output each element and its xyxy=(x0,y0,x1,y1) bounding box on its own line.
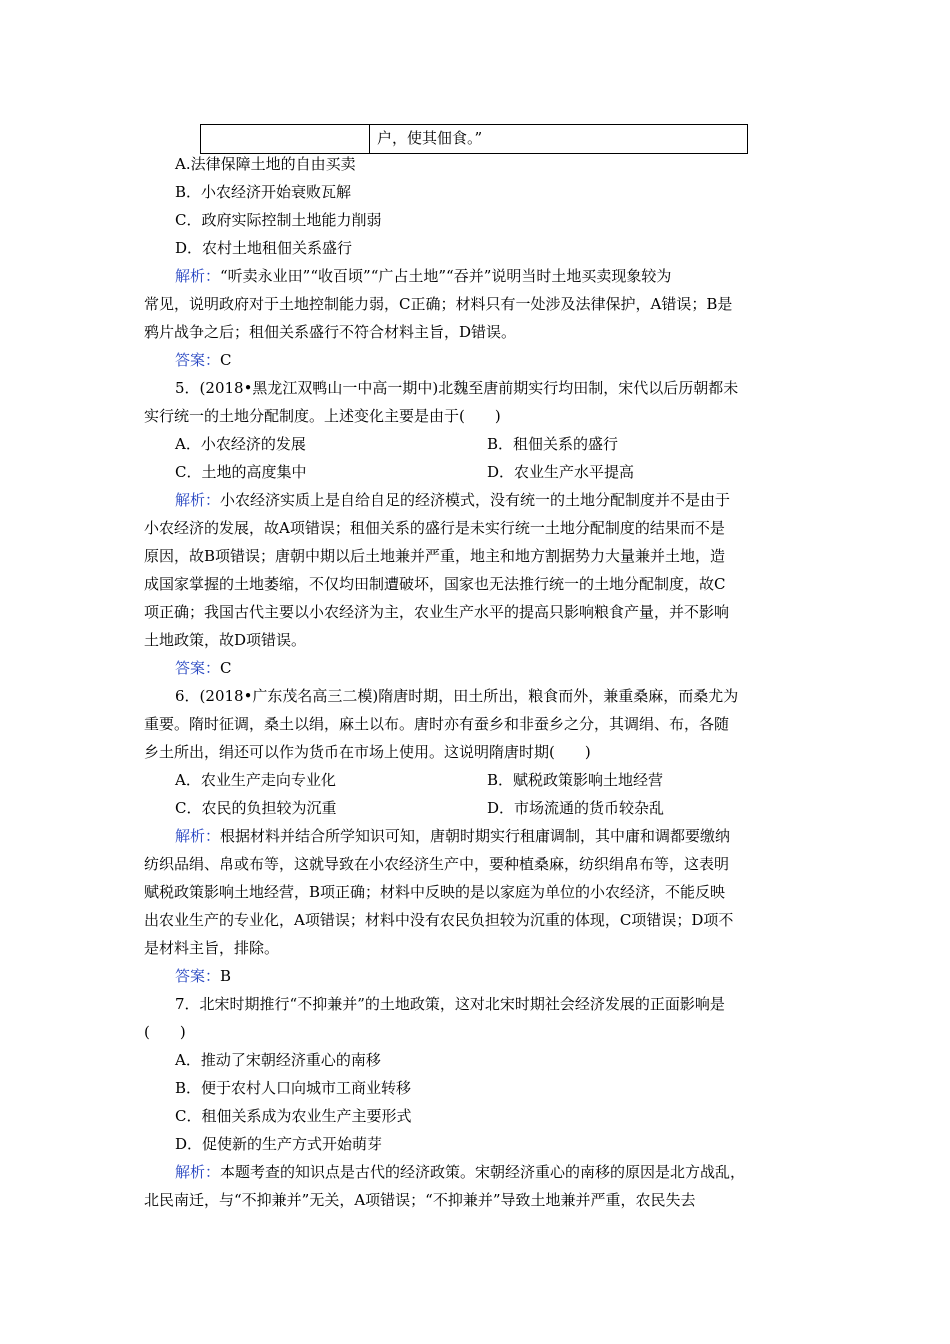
q7-option-d: D．促使新的生产方式开始萌芽 xyxy=(175,1135,383,1153)
q6-answer: 答案：B xyxy=(175,967,232,985)
q5-option-d: D．农业生产水平提高 xyxy=(487,463,635,481)
q5-stem-line-1: 5．(2018•黑龙江双鸭山一中高一期中)北魏至唐前期实行均田制，宋代以后历朝都未 xyxy=(175,379,739,397)
q4-option-a: A.法律保障土地的自由买卖 xyxy=(175,155,356,173)
q5-stem-line-2: 实行统一的土地分配制度。上述变化主要是由于( ) xyxy=(144,407,501,425)
q4-option-b: B．小农经济开始衰败瓦解 xyxy=(175,183,352,201)
q4-option-d: D．农村土地租佃关系盛行 xyxy=(175,239,353,257)
answer-label: 答案： xyxy=(175,659,221,677)
q4-analysis-line-1: 解析：“听卖永业田”“收百顷”“广占土地”“吞并”说明当时土地买卖现象较为 xyxy=(175,267,672,285)
q6-option-b: B．赋税政策影响土地经营 xyxy=(487,771,664,789)
table-cell-text: 户，使其佃食。” xyxy=(377,129,483,147)
material-table xyxy=(200,124,748,154)
q7-analysis-line-1: 解析：本题考查的知识点是古代的经济政策。宋朝经济重心的南移的原因是北方战乱， xyxy=(175,1163,746,1181)
q6-analysis-line-3: 赋税政策影响土地经营，B项正确；材料中反映的是以家庭为单位的小农经济，不能反映 xyxy=(144,883,726,901)
answer-label: 答案： xyxy=(175,351,221,369)
q5-analysis-line-2: 小农经济的发展，故A项错误；租佃关系的盛行是未实行统一土地分配制度的结果而不是 xyxy=(144,519,725,537)
q5-analysis-line-3: 原因，故B项错误；唐朝中期以后土地兼并严重，地主和地方割据势力大量兼并土地，造 xyxy=(144,547,726,565)
q6-analysis-line-4: 出农业生产的专业化，A项错误；材料中没有农民负担较为沉重的体现，C项错误；D项不 xyxy=(144,911,734,929)
q6-option-c: C．农民的负担较为沉重 xyxy=(175,799,337,817)
q4-analysis-line-3: 鸦片战争之后；租佃关系盛行不符合材料主旨，D错误。 xyxy=(144,323,517,341)
q6-analysis-line-2: 纺织品绢、帛或布等，这就导致在小农经济生产中，要种植桑麻，纺织绢帛布等，这表明 xyxy=(144,855,730,873)
q6-analysis-line-1: 解析：根据材料并结合所学知识可知，唐朝时期实行租庸调制，其中庸和调都要缴纳 xyxy=(175,827,731,845)
q5-analysis-line-4: 成国家掌握的土地萎缩，不仅均田制遭破坏，国家也无法推行统一的土地分配制度，故C xyxy=(144,575,726,593)
q6-analysis-line-5: 是材料主旨，排除。 xyxy=(144,939,280,957)
q6-stem-line-3: 乡土所出，绢还可以作为货币在市场上使用。这说明隋唐时期( ) xyxy=(144,743,591,761)
q6-option-a: A．农业生产走向专业化 xyxy=(175,771,336,789)
q5-option-b: B．租佃关系的盛行 xyxy=(487,435,619,453)
q7-option-b: B．便于农村人口向城市工商业转移 xyxy=(175,1079,412,1097)
q5-analysis-line-1: 解析：小农经济实质上是自给自足的经济模式，没有统一的土地分配制度并不是由于 xyxy=(175,491,731,509)
table-cell-left xyxy=(201,125,370,153)
q7-stem-line-1: 7．北宋时期推行“不抑兼并”的土地政策，这对北宋时期社会经济发展的正面影响是 xyxy=(175,995,725,1013)
answer-label: 答案： xyxy=(175,967,221,985)
q7-analysis-line-2: 北民南迁，与“不抑兼并”无关，A项错误；“不抑兼并”导致土地兼并严重，农民失去 xyxy=(144,1191,696,1209)
q7-stem-line-2: ( ) xyxy=(144,1023,186,1041)
analysis-label: 解析： xyxy=(175,1163,221,1181)
q6-option-d: D．市场流通的货币较杂乱 xyxy=(487,799,665,817)
q6-stem-line-1: 6．(2018•广东茂名高三二模)隋唐时期，田土所出，粮食而外，兼重桑麻，而桑尤为 xyxy=(175,687,739,705)
q5-option-c: C．土地的高度集中 xyxy=(175,463,307,481)
q5-answer: 答案：C xyxy=(175,659,232,677)
q7-option-c: C．租佃关系成为农业生产主要形式 xyxy=(175,1107,412,1125)
q4-analysis-line-2: 常见，说明政府对于土地控制能力弱，C正确；材料只有一处涉及法律保护，A错误；B是 xyxy=(144,295,733,313)
analysis-label: 解析： xyxy=(175,491,221,509)
q7-option-a: A．推动了宋朝经济重心的南移 xyxy=(175,1051,381,1069)
q6-stem-line-2: 重要。隋时征调，桑土以绢，麻土以布。唐时亦有蚕乡和非蚕乡之分，其调绢、布，各随 xyxy=(144,715,730,733)
q4-answer: 答案：C xyxy=(175,351,232,369)
analysis-label: 解析： xyxy=(175,267,221,285)
q5-analysis-line-5: 项正确；我国古代主要以小农经济为主，农业生产水平的提高只影响粮食产量，并不影响 xyxy=(144,603,730,621)
analysis-label: 解析： xyxy=(175,827,221,845)
q4-option-c: C．政府实际控制土地能力削弱 xyxy=(175,211,382,229)
q5-analysis-line-6: 土地政策，故D项错误。 xyxy=(144,631,307,649)
q5-option-a: A．小农经济的发展 xyxy=(175,435,306,453)
